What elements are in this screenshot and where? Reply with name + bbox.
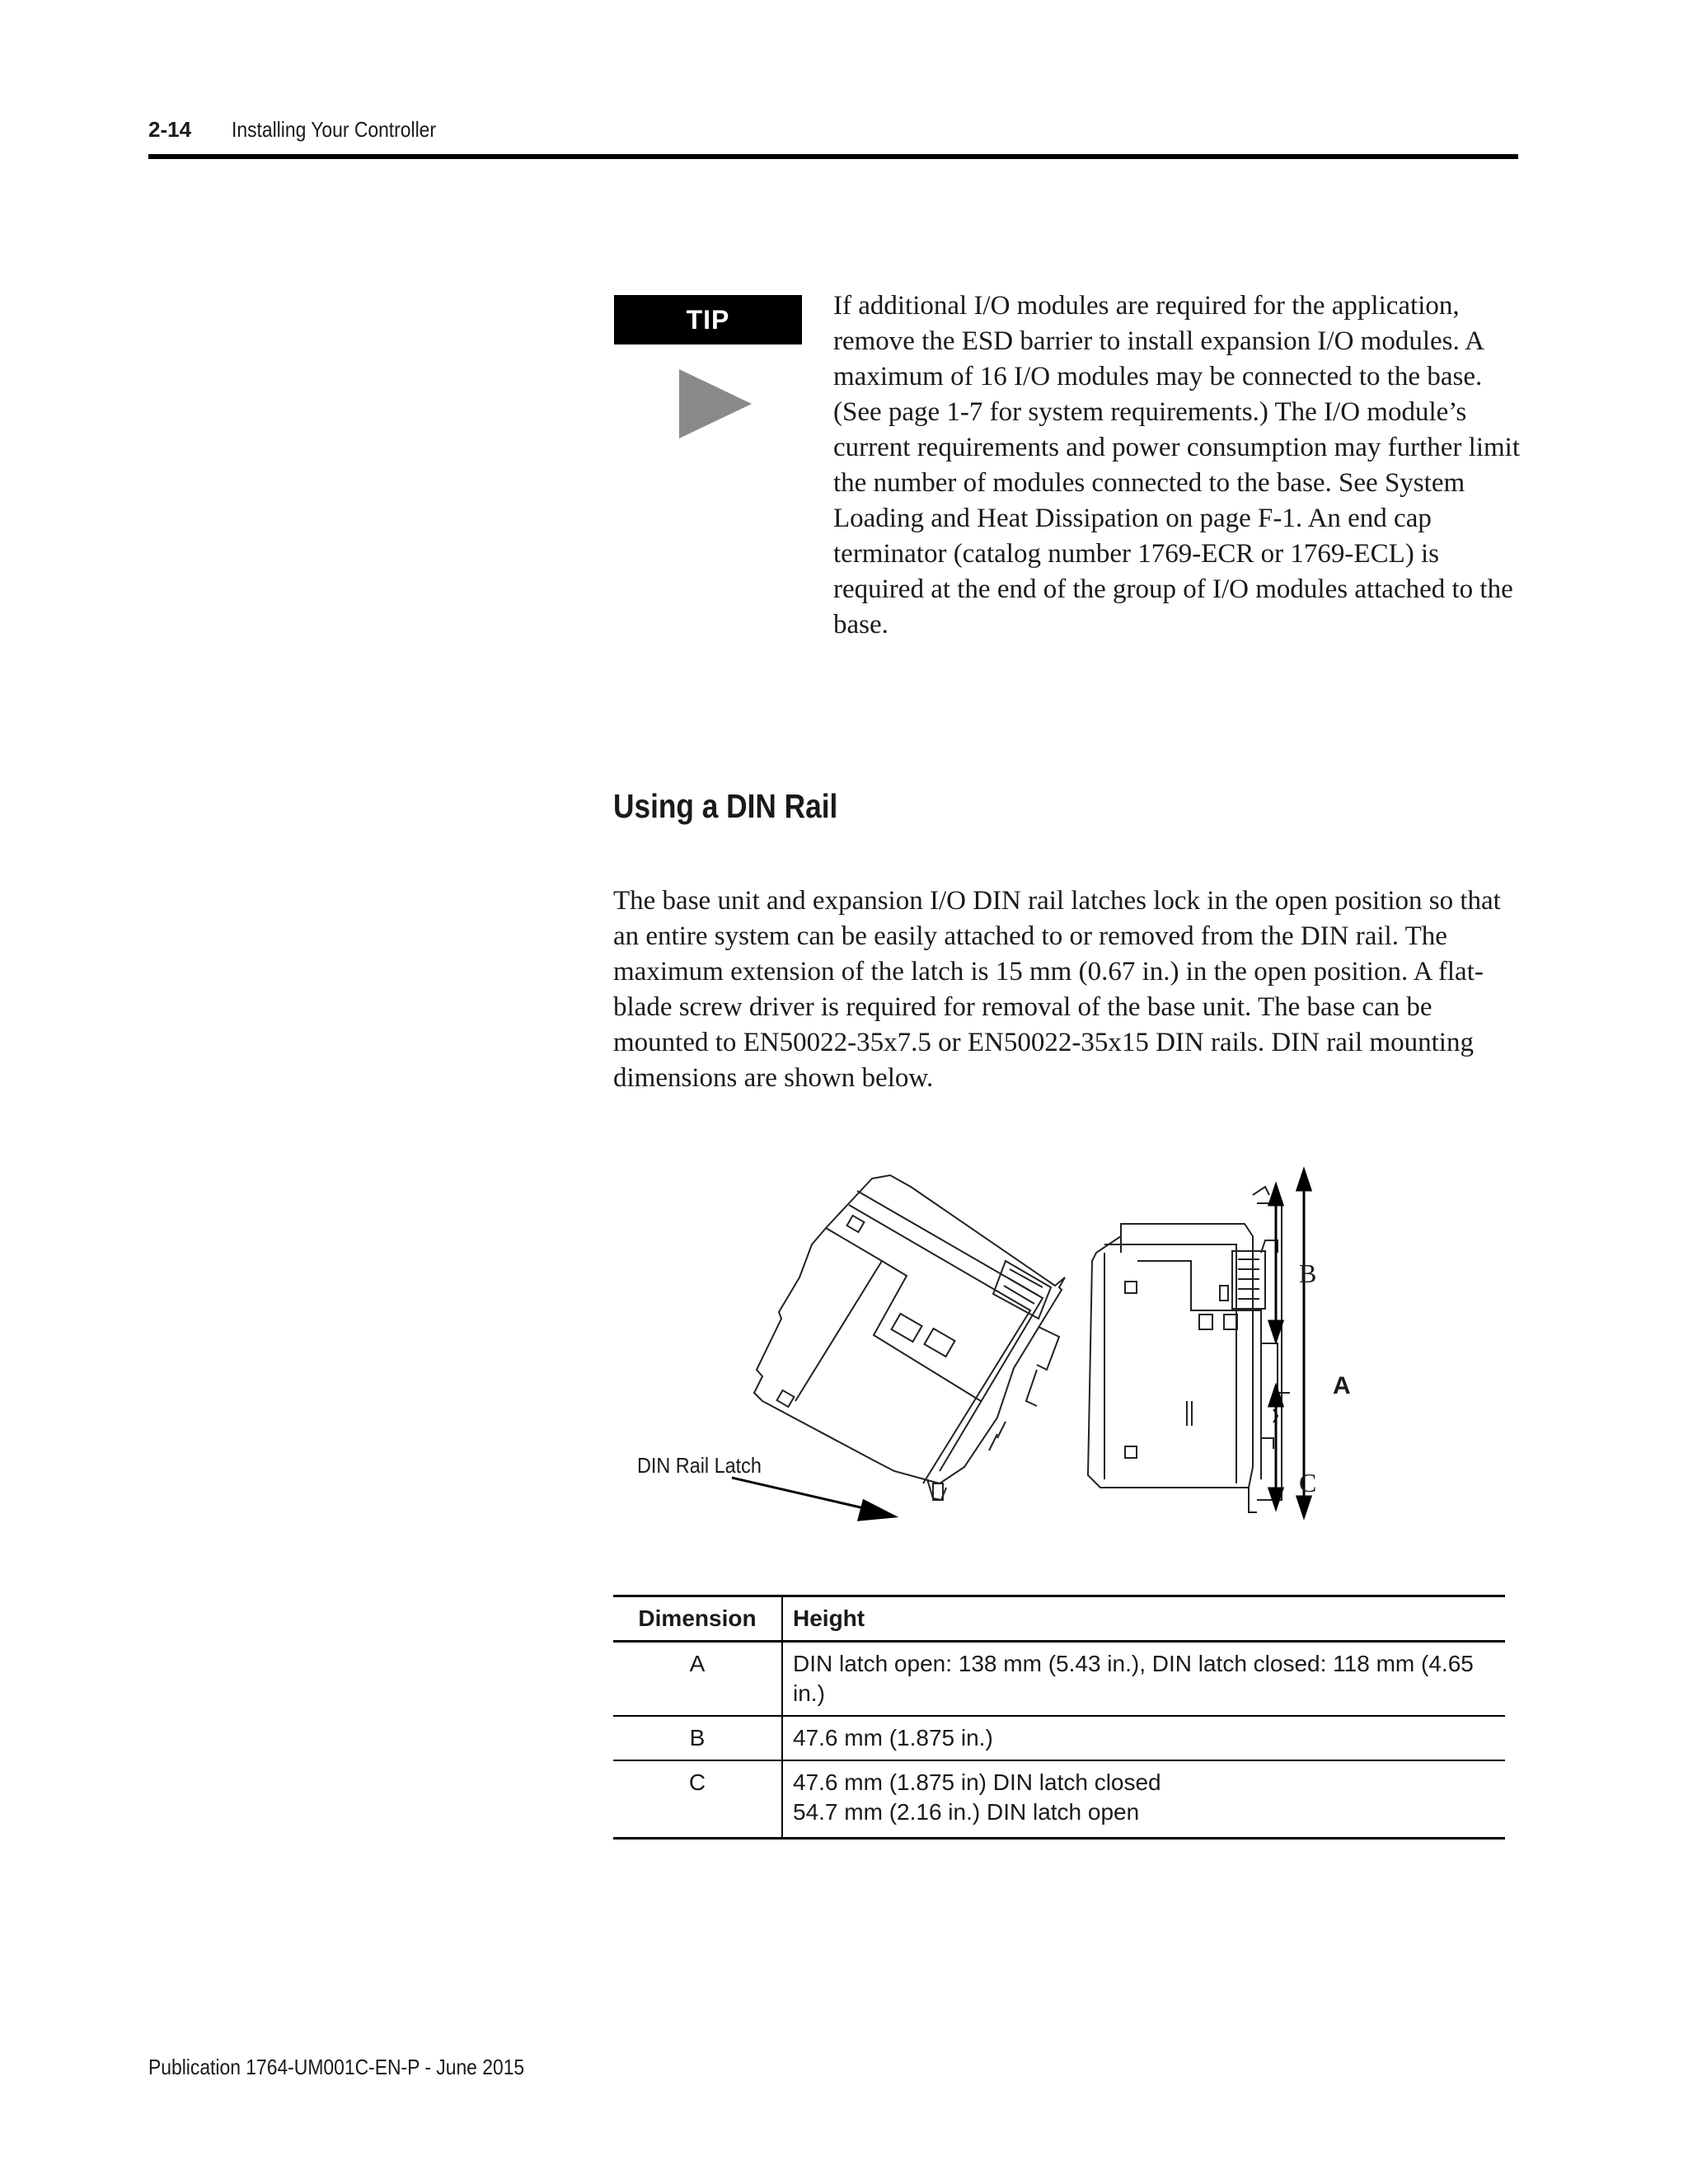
height-cell [782, 1642, 1505, 1717]
table-row [613, 1716, 1505, 1760]
table-header-row [613, 1596, 1505, 1642]
din-rail-figure [610, 1154, 1434, 1582]
page-number: 2-14 [148, 117, 192, 142]
chapter-title: Installing Your Controller [232, 117, 437, 142]
table-row [613, 1760, 1505, 1839]
tip-label: TIP [614, 295, 802, 344]
tip-arrow-icon [679, 369, 752, 438]
section-title: Using a DIN Rail [613, 787, 838, 825]
mounted-controller-drawing [1088, 1187, 1290, 1512]
publication-footer: Publication 1764-UM001C-EN-P - June 2015 [148, 2055, 525, 2079]
dimension-c-label: C [1299, 1468, 1317, 1497]
height-line: 54.7 mm (2.16 in.) DIN latch open [793, 1799, 1140, 1825]
height-line: DIN latch open: 138 mm (5.43 in.), DIN latch closed: 118 mm (4.65 in.) [793, 1651, 1474, 1706]
height-line: 47.6 mm (1.875 in.) [793, 1725, 993, 1750]
height-line: 47.6 mm (1.875 in) DIN latch closed [793, 1769, 1161, 1795]
dimension-b-label: B [1299, 1258, 1317, 1288]
height-cell [782, 1716, 1505, 1760]
column-header-dimension: Dimension [613, 1596, 782, 1642]
tip-text: If additional I/O modules are required for the application, remove the ESD barrier to install expansion I/O modules. A maximum of 16 I/O modules may be connected to the base. (See page 1-7 for system requirements.) The I/O module’s current requirements and power consumption may further limit the number of modules connected to the base. See System Loading and Heat Dissipation on page F-1. An end cap terminator (catalog number 1769-ECR or 1769-ECL) is required at the end of the group of I/O modules attached to the base. [833, 291, 1521, 640]
din-rail-latch-label: DIN Rail Latch [637, 1453, 762, 1478]
section-body: The base unit and expansion I/O DIN rail latches lock in the open position so that an entire system can be easily attached to or removed from the DIN rail. The maximum extension of the latch is 15 mm (0.67 in.) in the open position. A flat-blade screw driver is required for removal of the base unit. The base can be mounted to EN50022-35x7.5 or EN50022-35x15 DIN rails. DIN rail mounting dimensions are shown below. [613, 886, 1501, 1093]
height-cell [782, 1760, 1505, 1839]
dimension-cell: C [613, 1760, 782, 1839]
dimension-cell: B [613, 1716, 782, 1760]
table-row [613, 1642, 1505, 1717]
column-header-height: Height [782, 1596, 1505, 1642]
dimension-arrows [732, 1170, 1311, 1520]
tilted-controller-drawing [754, 1175, 1065, 1500]
header-rule [148, 154, 1518, 159]
dimension-a-label: A [1333, 1372, 1351, 1399]
dimensions-table [613, 1595, 1505, 1840]
dimension-cell: A [613, 1642, 782, 1717]
